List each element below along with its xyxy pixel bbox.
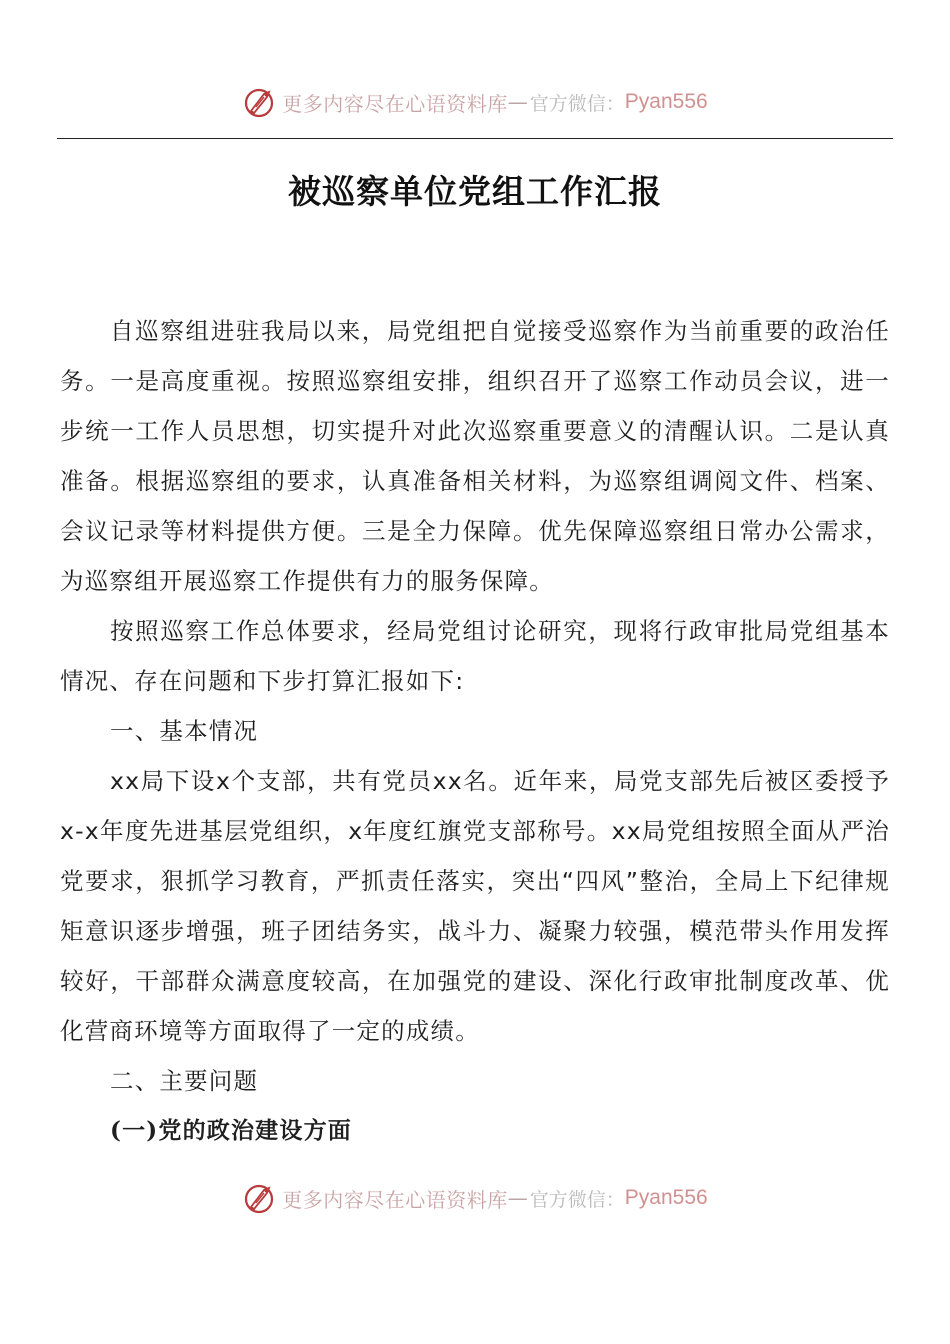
banner-wechat-label: 官方微信： [529,92,625,115]
document-title: 被巡察单位党组工作汇报 [288,172,662,211]
document-body [60,306,890,1156]
header-watermark-banner [0,82,950,122]
header-divider [57,138,893,139]
pen-nib-circle-icon [242,84,278,120]
banner-separator: — [507,90,528,114]
banner-separator: — [507,1186,528,1210]
banner-wechat-handle: Pyan556 [624,1186,708,1209]
section-heading-basic-situation: 一、基本情况 [110,717,259,745]
pen-nib-circle-icon [242,1180,278,1216]
banner-wechat-label: 官方微信： [529,1188,625,1211]
paragraph-basic-situation: xx局下设x个支部，共有党员xx名。近年来，局党支部先后被区委授予x-x年度先进基层党组织，x年度红旗党支部称号。xx局党组按照全面从严治党要求，狠抓学习教育，严抓责任落实，突出“四风”整治，全局上下纪律规矩意识逐步增强，班子团结务实，战斗力、凝聚力较强，模范带头作用发挥较好，干部群众满意度较高，在加强党的建设、深化行政审批制度改革、优化营商环境等方面取得了一定的成绩。 [60,767,890,1045]
banner-wechat-handle: Pyan556 [624,90,708,113]
section-heading-main-problems: 二、主要问题 [110,1067,259,1095]
paragraph-intro: 自巡察组进驻我局以来，局党组把自觉接受巡察作为当前重要的政治任务。一是高度重视。按照巡察组安排，组织召开了巡察工作动员会议，进一步统一工作人员思想，切实提升对此次巡察重要意义的清醒认识。二是认真准备。根据巡察组的要求，认真准备相关材料，为巡察组调阅文件、档案、会议记录等材料提供方便。三是全力保障。优先保障巡察组日常办公需求，为巡察组开展巡察工作提供有力的服务保障。 [60,317,890,595]
banner-slogan: 更多内容尽在心语资料库 [282,91,508,116]
footer-watermark-banner [0,1178,950,1218]
subsection-heading-political-construction: (一)党的政治建设方面 [110,1117,352,1144]
banner-slogan: 更多内容尽在心语资料库 [282,1187,508,1212]
paragraph-overview: 按照巡察工作总体要求，经局党组讨论研究，现将行政审批局党组基本情况、存在问题和下步打算汇报如下: [60,617,890,695]
